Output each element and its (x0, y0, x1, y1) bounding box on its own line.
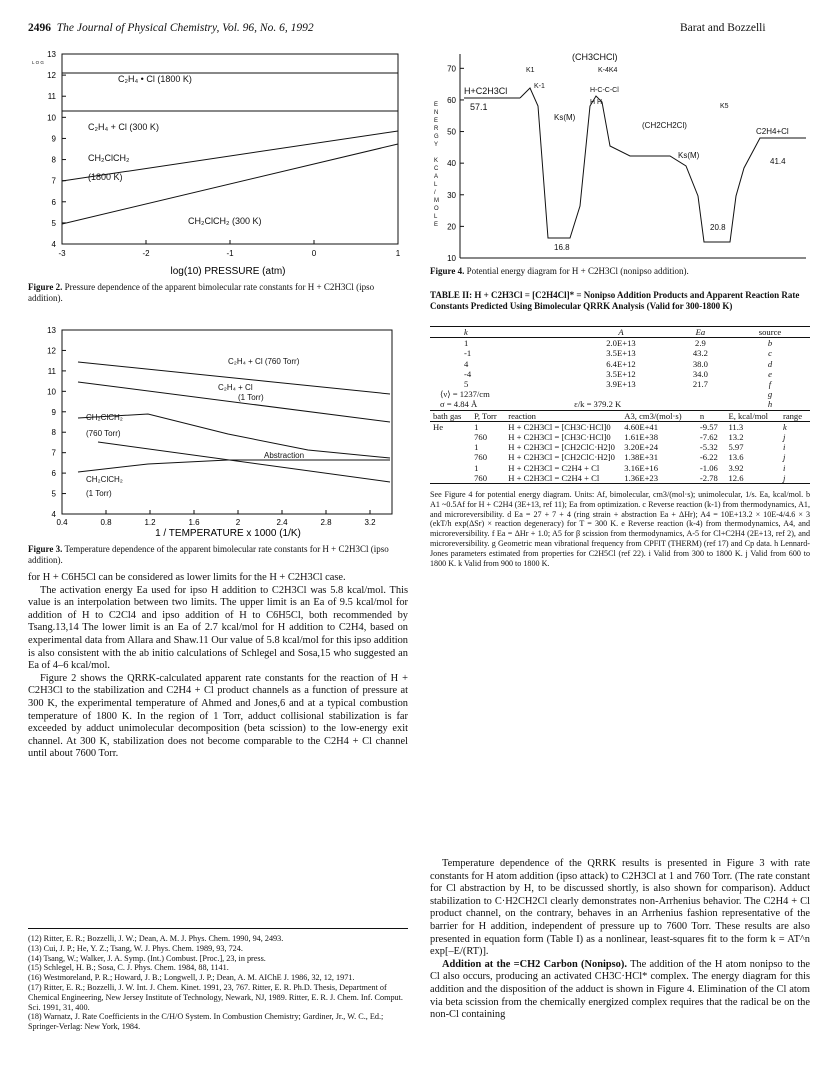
t2-cell2: i (782, 442, 786, 453)
page-header-authors: Barat and Bozzelli (680, 22, 766, 34)
fig3-caption-label: Figure 3. (28, 544, 63, 554)
t2-cell: -1 (464, 348, 472, 359)
fig3-ytick-label: 9 (51, 407, 56, 417)
t2-cell: 43.2 (692, 348, 708, 359)
right-paragraph-2: The addition of the H atom nonipso to the Cl also occurs, producing an activated CH3C·HCl* complex. The energy diagram for this addition and the disposition of the adduct is shown in Figure 4. Elimination of the Cl atom via beta scission from the chemically energized complex requires that the radical be on the non-Cl containing (430, 958, 810, 1021)
fig3-ytick-label: 10 (47, 387, 56, 397)
fig2-xtick-label: 1 (395, 249, 401, 258)
t2-cell2: H + C2H3Cl = [CH2ClC·H2]0 (508, 452, 615, 463)
table2-part1 (430, 326, 810, 411)
fig3-xtick-label: 1.6 (188, 518, 200, 527)
t2-cell2: 1.61E+38 (624, 432, 659, 443)
t2-head-source: source (758, 327, 782, 337)
t2-cell2: -9.57 (699, 421, 718, 432)
fig3-ytick-label: 12 (47, 346, 56, 356)
right-section-heading: Addition at the =CH2 Carbon (Nonipso). (442, 958, 627, 970)
right-body-text (430, 858, 810, 1022)
fig4-ytick-label: 20 (447, 222, 456, 232)
fig3-line-abstraction (98, 442, 390, 482)
t2-cell2: j (782, 432, 786, 443)
t2-cell2: 3.16E+16 (624, 462, 659, 473)
t2-cell: 5 (464, 379, 469, 390)
t2-cell2: 760 (474, 452, 487, 463)
fig2-caption-label: Figure 2. (28, 282, 63, 292)
table2-part2 (430, 411, 810, 484)
reference-14: (14) Tsang, W.; Walker, J. A. Symp. (Int.) Combust. [Proc.], 23, in press. (28, 953, 266, 963)
svg-text:Y: Y (434, 142, 439, 148)
fig2-caption-text: Pressure dependence of the apparent bimolecular rate constants for H + C2H3Cl (ipso addition). (28, 282, 375, 303)
fig4-product: C2H4+Cl (756, 127, 789, 136)
fig4-ks1: Ks(M) (554, 113, 576, 122)
t2-cell: 1 (464, 338, 469, 349)
fig3-label-4: CH₂ClCH₂ (86, 413, 123, 422)
t2-cell2 (430, 463, 471, 473)
fig3-ytick-label: 11 (47, 366, 56, 376)
table2 (430, 326, 810, 568)
fig4-hstruct: H-C-C-Cl (590, 87, 619, 94)
svg-text:L: L (434, 182, 438, 188)
t2-cell2: H + C2H3Cl = C2H4 + Cl (508, 462, 600, 473)
t2-row2 (430, 421, 810, 432)
fig4-caption-text: Potential energy diagram for H + C2H3Cl (nonipso addition). (466, 266, 689, 276)
fig2-ytick-label: 4 (51, 240, 56, 249)
svg-text:K: K (434, 158, 439, 164)
t2-cell2: j (782, 452, 786, 463)
fig3-ytick-label: 8 (51, 428, 56, 438)
t2-nu-src: g (767, 389, 773, 400)
references (28, 934, 408, 1032)
t2-sigma-src: h (767, 399, 773, 410)
svg-text:N: N (434, 110, 439, 116)
fig4-ks2: Ks(M) (678, 151, 700, 160)
t2-cell2: 13.2 (728, 432, 744, 443)
t2-cell2: j (782, 472, 786, 483)
t2-cell2 (430, 452, 471, 462)
fig3-caption (28, 544, 408, 566)
t2-head2-cell: E, kcal/mol (728, 410, 769, 421)
t2-row (430, 348, 810, 358)
fig2-caption (28, 282, 408, 304)
t2-head2-cell: P, Torr (474, 410, 497, 421)
svg-text:E: E (434, 222, 439, 228)
references-divider (28, 928, 408, 929)
t2-cell: 3.5E+13 (606, 348, 636, 359)
t2-cell2: H + C2H3Cl = [CH3C·HCl]0 (508, 421, 611, 432)
t2-cell: 38.0 (692, 358, 708, 369)
t2-cell2 (430, 473, 471, 484)
t2-cell2: 13.6 (728, 452, 744, 463)
fig4-ytick-label: 70 (447, 64, 456, 74)
fig4-yaxis-letters (434, 102, 439, 228)
fig4-ytick-label: 50 (447, 127, 456, 137)
t2-cell: e (768, 368, 772, 379)
fig3-label-2: C₂H₄ + Cl (218, 383, 253, 392)
right-paragraph-1: Temperature dependence of the QRRK results is presented in Figure 3 with rate constants for H atom addition (ipso attack) to C2H3Cl at 1 and 760 Torr. (The rate constant for Cl abstraction by H, to be discussed shortly, is also shown for comparison). Adduct stabilization to C·H2CH2Cl clearly demonstrates non-Arrhenius behavior. The C2H4 + Cl product channel, on the contrary, behaves in an Arrhenius fashion representative of the barrier for H addition, independent of pressure up to 7600 Torr. These results are also presented in equation form (Table I) as a nonlinear, least-squares fit to the form k = AT^n exp[–E/(RT)]. (430, 858, 810, 958)
fig4-ytick-label: 10 (447, 254, 456, 262)
t2-cell: 34.0 (692, 368, 708, 379)
fig4-hh: H H (590, 99, 603, 106)
t2-cell2: H + C2H3Cl = [CH3C·HCl]0 (508, 432, 611, 443)
svg-text:E: E (434, 102, 439, 108)
t2-cell: 6.4E+12 (606, 358, 636, 369)
t2-cell2: He (433, 421, 444, 432)
fig3-label-6: Abstraction (264, 451, 305, 460)
fig3-xtick-label: 2.4 (276, 518, 288, 527)
t2-head2-cell: reaction (508, 410, 536, 421)
t2-cell2: -7.62 (699, 432, 718, 443)
fig3-label-7: CH₂ClCH₂ (86, 475, 123, 484)
t2-cell: 4 (464, 358, 469, 369)
t2-cell2: 1 (474, 421, 479, 432)
fig3-ytick-label: 6 (51, 469, 56, 479)
fig4-product-energy: 41.4 (770, 157, 786, 166)
t2-head2-cell: n (699, 410, 705, 421)
fig2-ytick-label: 5 (51, 218, 56, 228)
fig2-label-1: C₂H₄ • Cl (1800 K) (118, 74, 192, 84)
t2-cell: 2.9 (695, 338, 706, 349)
t2-cell2: 760 (474, 432, 487, 443)
fig3-xtick-label: 1.2 (144, 518, 156, 527)
fig2-xtick-label: 0 (311, 249, 317, 258)
t2-cell2: 1.36E+23 (624, 472, 659, 483)
left-paragraph-2: The activation energy Ea used for ipso H addition to C2H3Cl was 5.8 kcal/mol. This value is an interpolation between two limits. The upper limit is an Ea of 9.5 kcal/mol for addition of H to C2Cl4 and ipso addition of H to C6H5Cl, both recommended by Tsang.13,14 The lower limit is an Ea of 2.7 kcal/mol for H addition to C2H4, based on experimental data from Allara and Shaw.11 Our value of 5.8 kcal/mol for this ipso addition is also consistent with the ab initio calculations of Schlegel and Sosa,15 who suggested an Ea of 4–6 kcal/mol. (28, 584, 408, 672)
fig2-ytick-label: 8 (51, 155, 56, 165)
fig2-label-4: (1800 K) (88, 172, 123, 182)
figure-2-chart (28, 46, 408, 278)
t2-cell2: -5.32 (699, 442, 718, 453)
figure-3-chart (28, 322, 408, 540)
t2-ek: ε/k = 379.2 K (574, 399, 622, 410)
t2-row2 (430, 432, 810, 442)
t2-row (430, 359, 810, 369)
t2-head-k: k (464, 327, 468, 337)
fig2-ytick-label: 10 (47, 113, 56, 123)
t2-cell2: 12.6 (728, 472, 744, 483)
fig4-ytick-label: 30 (447, 190, 456, 200)
t2-row (430, 379, 810, 389)
svg-text:A: A (434, 174, 439, 180)
fig2-ytick-label: 12 (47, 71, 56, 81)
t2-cell2: 5.97 (728, 442, 744, 453)
fig4-k4: K-4K4 (598, 67, 618, 74)
fig3-xtick-label: 0.4 (56, 518, 68, 527)
t2-cell2: i (782, 462, 786, 473)
fig4-k1: K1 (526, 67, 535, 74)
reference-18: (18) Warnatz, J. Rate Coefficients in the C/H/O System. In Combustion Chemistry; Gardiner, Jr., W. C., Ed.; Springer-Verlag: New York, 1984. (28, 1012, 384, 1032)
fig3-label-8: (1 Torr) (86, 489, 112, 498)
t2-nu: ⟨ν⟩ = 1237/cm (440, 389, 490, 400)
fig4-k5: K5 (720, 103, 729, 110)
t2-cell2: -1.06 (699, 462, 718, 473)
fig3-ytick-label: 5 (51, 489, 56, 499)
t2-head-a: A (618, 327, 624, 337)
svg-text:C: C (434, 166, 439, 172)
fig3-xtick-label: 3.2 (364, 518, 376, 527)
page-header-left (28, 22, 314, 34)
fig2-xtick-label: -2 (142, 249, 150, 258)
t2-cell2: 3.92 (728, 462, 744, 473)
reference-13: (13) Cui, J. P.; He, Y. Z.; Tsang, W. J. Phys. Chem. 1989, 93, 724. (28, 943, 243, 953)
t2-cell2: 1 (474, 462, 479, 473)
t2-sigma: σ = 4.84 Å (440, 399, 478, 410)
t2-row2 (430, 473, 810, 484)
fig3-ytick-label: 13 (47, 326, 56, 335)
reference-16: (16) Westmoreland, P. R.; Howard, J. B.; Longwell, J. P.; Dean, A. M. AIChE J. 1986, 32, 12, 1971. (28, 973, 355, 983)
t2-cell: 2.0E+13 (606, 338, 636, 349)
t2-head2-cell: A3, cm3/(mol·s) (624, 410, 682, 421)
fig2-label-5: CH₂ClCH₂ (300 K) (188, 216, 262, 226)
reference-12: (12) Ritter, E. R.; Bozzelli, J. W.; Dean, A. M. J. Phys. Chem. 1990, 94, 2493. (28, 934, 284, 943)
t2-row2 (430, 463, 810, 473)
fig2-ytick-label: 9 (51, 134, 56, 144)
t2-cell: -4 (464, 368, 472, 379)
fig2-ytick-label: 11 (47, 92, 56, 102)
t2-cell2: -2.78 (699, 472, 718, 483)
svg-text:O: O (434, 206, 439, 212)
reference-17: (17) Ritter, E. R.; Bozzelli, J. W. Int. J. Chem. Kinet. 1991, 23, 767. Ritter, E. R. Ph.D. Thesis, Department of Chemical Engineering, New Jersey Institute of Technology, Newark, NJ, 1989. Ritter, E. R. J. Chem. Inf. Comput. Sci. 1991, 31, 400. (28, 982, 403, 1012)
t2-cell2: 760 (474, 472, 487, 483)
fig3-label-5: (760 Torr) (86, 429, 121, 438)
fig4-ch2ch2cl: (CH2CH2Cl) (642, 121, 687, 130)
fig4-km1: K-1 (534, 83, 545, 90)
t2-row2 (430, 452, 810, 462)
fig2-ytick-label: 6 (51, 197, 56, 207)
t2-cell2: 1.38E+31 (624, 452, 659, 463)
t2-cell: 21.7 (692, 379, 708, 390)
fig3-xlabel: 1 / TEMPERATURE x 1000 (1/K) (155, 528, 301, 539)
fig3-ytick-label: 4 (51, 510, 56, 519)
fig3-ytick-label: 7 (51, 448, 56, 458)
t2-cell2: H + C2H3Cl = [CH2ClC·H2]0 (508, 442, 615, 453)
t2-cell2: 4.60E+41 (624, 421, 659, 432)
fig3-line-ch2clch2-760 (78, 414, 390, 458)
t2-cell2 (430, 432, 471, 442)
t2-cell: c (768, 348, 772, 359)
fig3-xtick-label: 0.8 (100, 518, 112, 527)
t2-cell2: H + C2H3Cl = C2H4 + Cl (508, 472, 600, 483)
table2-title: TABLE II: H + C2H3Cl = [C2H4Cl]* = Nonipso Addition Products and Apparent Reaction Rate Constants Predicted Using Bimolecular QRRK Analysis (Valid for 300-1800 K) (430, 290, 800, 311)
fig2-yaxis-letters: L O G (32, 60, 44, 65)
t2-row2 (430, 442, 810, 452)
fig4-well1: 16.8 (554, 243, 570, 252)
fig4-ytick-label: 40 (447, 159, 456, 169)
t2-cell2: 1 (474, 442, 479, 453)
fig4-energy-path (520, 88, 806, 242)
t2-cell: f (768, 379, 772, 390)
fig2-label-2: C₂H₄ + Cl (300 K) (88, 122, 159, 132)
left-body-text (28, 572, 408, 761)
t2-cell2 (430, 442, 471, 452)
fig2-label-3: CH₂ClCH₂ (88, 153, 130, 163)
fig4-well2: 20.8 (710, 223, 726, 232)
fig4-adduct-label: (CH3CHCl) (572, 52, 618, 62)
t2-head2-cell: range (782, 410, 803, 421)
fig3-frame (62, 330, 392, 514)
t2-cell2: 3.20E+24 (624, 442, 659, 453)
t2-row (430, 369, 810, 379)
fig3-caption-text: Temperature dependence of the apparent bimolecular rate constants for H + C2H3Cl (ipso addition). (28, 544, 389, 565)
fig2-xlabel: log(10) PRESSURE (atm) (170, 266, 286, 277)
fig4-reactant-label: H+C2H3Cl (464, 86, 508, 96)
reference-15: (15) Schlegel, H. B.; Sosa, C. J. Phys. Chem. 1984, 88, 1141. (28, 963, 229, 973)
svg-text:/: / (434, 190, 436, 196)
t2-row (430, 338, 810, 349)
fig4-reactant-energy: 57.1 (470, 102, 488, 112)
svg-text:M: M (434, 198, 439, 204)
figure-4-diagram (430, 46, 810, 262)
fig4-caption (430, 266, 810, 277)
fig2-ytick-label: 7 (51, 176, 56, 186)
table2-footnote: See Figure 4 for potential energy diagram. Units: Af, bimolecular, cm3/(mol·s); unimolecular, 1/s. Ea, kcal/mol. b A1 ~0.5Af for H + C2H4 (3E+13, ref 11); Ea from optimization. c Reverse reaction (k-1) from thermodynamics, A1, and microreversibility. d Ea = 27 + 7 + 4 (ring strain + abstraction Ea + ΔHr); A4 = 10E+13.2 × 10E-4/4.6 × 3 (ekT/h exp(ΔSr) × reaction degeneracy) for T = 300 K. e Reverse reaction (k-4) from thermodynamics, A4, and microreversibility. f Ea = ΔHr + 1.0; A5 for β scission from thermodynamics, A-5 for Cl+C2H4 (2E+13, ref 2), and microreversibility. g Geometric mean vibrational frequency from CPFIT (THERM) (ref 17) and Cp data. h Lennard-Jones parameters estimated from properties for C2H5Cl (ref 22). i Valid from 300 to 1800 K. j Valid from 600 to 1800 K. k Valid from 900 to 1800 K. (430, 490, 810, 568)
fig3-line-ch2clch2-1 (78, 460, 390, 472)
t2-cell2: k (782, 421, 787, 432)
t2-cell2: -6.22 (699, 452, 718, 463)
journal-name: The Journal of Physical Chemistry, Vol. 96, No. 6, 1992 (56, 22, 314, 34)
svg-text:L: L (434, 214, 438, 220)
svg-text:E: E (434, 118, 439, 124)
fig4-caption-label: Figure 4. (430, 266, 465, 276)
left-paragraph-3: Figure 2 shows the QRRK-calculated apparent rate constants for the reaction of H + C2H3Cl to the stabilization and C2H4 + Cl product channels as a function of pressure at 300 K, the experimental temperature of Ahmed and Jones,6 and at a typical combustion temperature of 1800 K. In the region of 1 Torr, adduct collisional stabilization is far exceeded by adduct unimolecular decomposition (beta scission) to the low-energy exit channel. At 300 K, stabilization does not become comparable to the C2H4 + Cl channel until about 7600 Torr. (28, 672, 408, 760)
t2-cell: 3.9E+13 (606, 379, 636, 390)
fig3-label-1: C₂H₄ + Cl (760 Torr) (228, 357, 300, 366)
t2-cell: b (767, 338, 773, 349)
page-number: 2496 (28, 22, 51, 34)
fig3-xtick-label: 2.8 (320, 518, 332, 527)
fig3-label-3: (1 Torr) (238, 393, 264, 402)
t2-cell: 3.5E+12 (606, 368, 636, 379)
t2-head-ea: Ea (695, 327, 706, 337)
fig4-ytick-label: 60 (447, 95, 456, 105)
t2-cell2: 11.3 (728, 421, 744, 432)
t2-head2-cell: bath gas (433, 410, 462, 421)
svg-text:R: R (434, 126, 439, 132)
fig2-ytick-label: 13 (47, 50, 56, 59)
t2-cell: d (767, 358, 773, 369)
left-paragraph-1: for H + C6H5Cl can be considered as lower limits for the H + C2H3Cl case. (28, 572, 346, 583)
svg-text:G: G (434, 134, 439, 140)
fig3-xtick-label: 2 (235, 518, 241, 527)
fig2-xtick-label: -3 (58, 249, 66, 258)
fig2-xtick-label: -1 (226, 249, 234, 258)
